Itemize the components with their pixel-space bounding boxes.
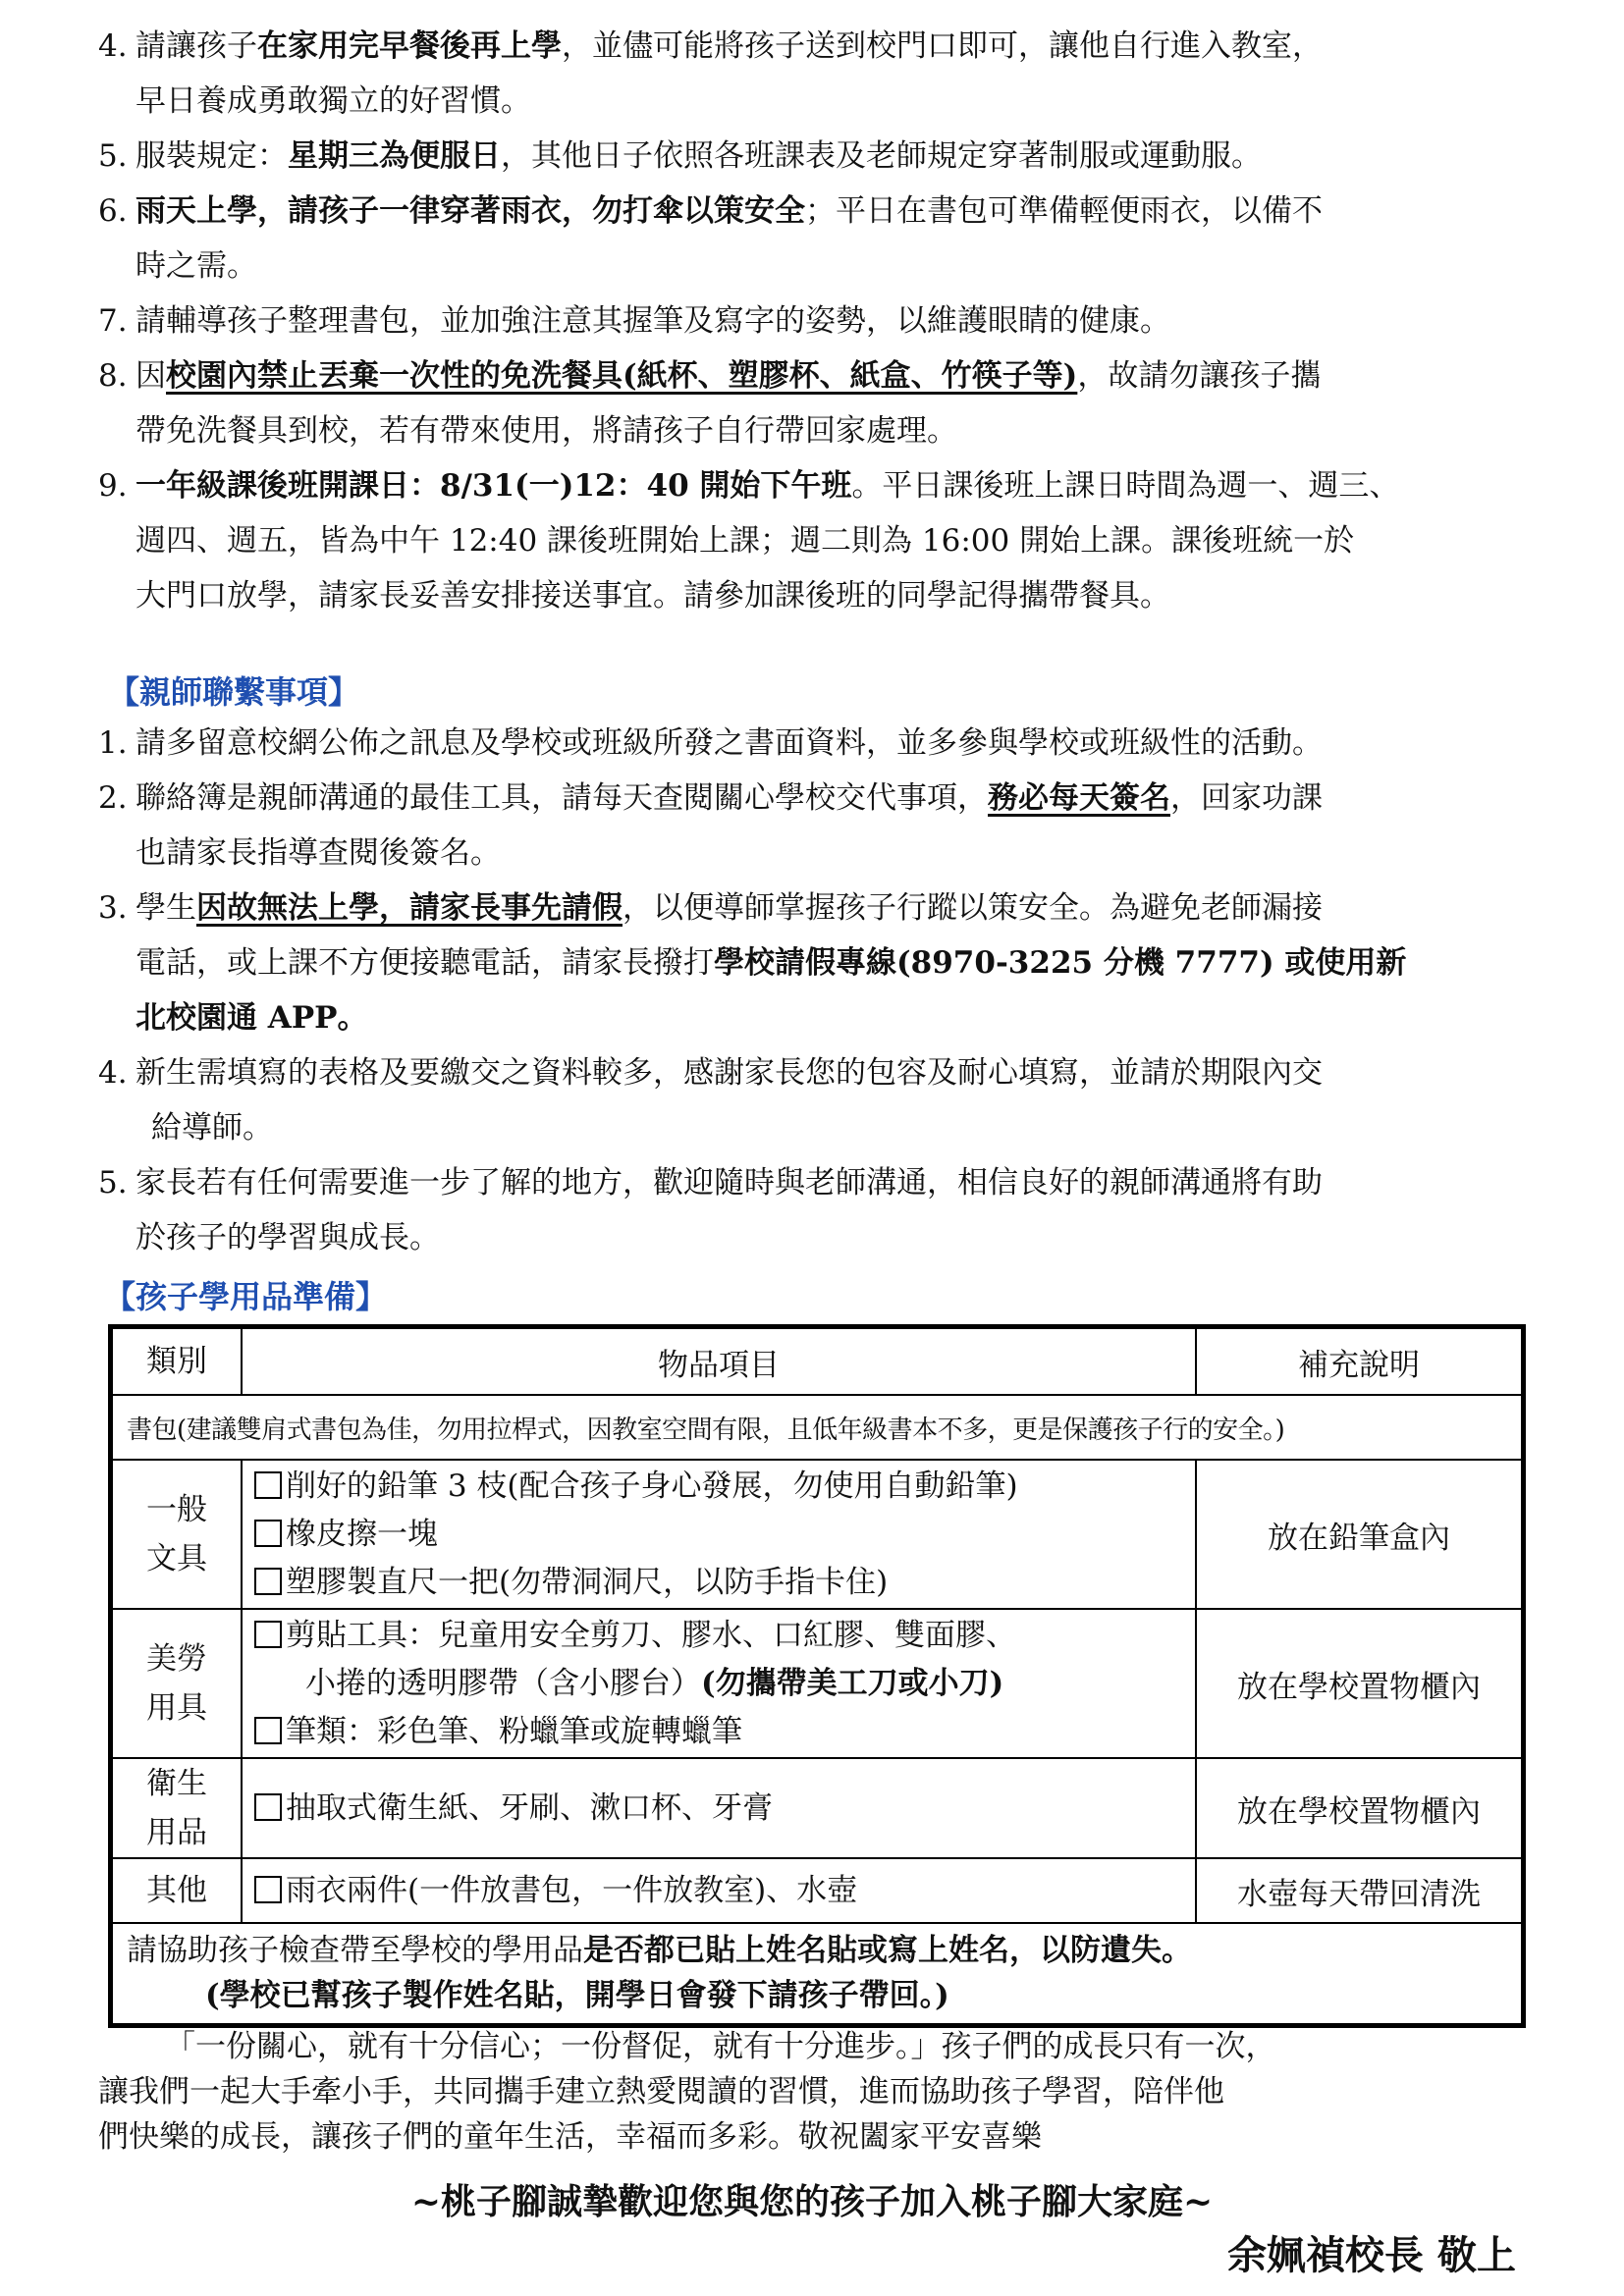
note-cell: 水壺每天帶回清洗: [1196, 1858, 1524, 1923]
contact-number: 1.: [98, 725, 128, 761]
checkbox-icon[interactable]: [254, 1876, 282, 1903]
closing-line-2: 讓我們一起大手牽小手，共同攜手建立熱愛閱讀的習慣，進而協助孩子學習，陪伴他: [98, 2074, 1224, 2109]
contact-line: [98, 997, 1542, 1039]
contact-number: 4.: [98, 1055, 128, 1091]
contact-heading: 【親師聯繫事項】: [108, 673, 360, 711]
rule-number: 4.: [98, 28, 128, 64]
contact-line: [98, 887, 1542, 929]
rule-text: 。平日課後班上課日時間為週一、週三、: [851, 468, 1400, 504]
supply-item: [254, 1612, 1195, 1660]
contact-text: 務必每天簽名: [988, 780, 1170, 816]
category-label: 文具: [146, 1541, 207, 1576]
contact-text: ，以便導師掌握孩子行蹤以策安全。為避免老師漏接: [623, 890, 1323, 926]
table-row: [111, 1758, 1524, 1858]
items-cell: [242, 1609, 1196, 1758]
contact-number: 3.: [98, 890, 128, 926]
footer-plain: 請協助孩子檢查帶至學校的學用品: [127, 1933, 583, 1969]
supply-item: [254, 1660, 1195, 1708]
items-cell: [242, 1758, 1196, 1858]
note-cell: 放在學校置物櫃內: [1196, 1609, 1524, 1758]
contact-number: 5.: [98, 1165, 128, 1201]
rule-line: [98, 26, 1542, 67]
supply-item: [254, 1708, 1195, 1756]
bag-row: [111, 1395, 1524, 1460]
contact-text: 因故無法上學，請家長事先請假: [196, 890, 623, 926]
rule-text: 星期三為便服日: [288, 138, 501, 174]
rule-text: ，並儘可能將孩子送到校門口即可，讓他自行進入教室，: [562, 28, 1323, 64]
supply-item: [254, 1867, 1195, 1915]
contact-text: 電話，或上課不方便接聽電話，請家長撥打: [135, 945, 714, 981]
header-category: 類別: [111, 1327, 243, 1396]
category-cell: [111, 1460, 243, 1609]
contact-line: [98, 722, 1542, 764]
contact-text: 新生需填寫的表格及要繳交之資料較多，感謝家長您的包容及耐心填寫，並請於期限內交: [135, 1055, 1323, 1091]
rule-line: [98, 355, 1542, 397]
table-header-row: [111, 1327, 1524, 1396]
contact-text: 學校請假專線(8970-3225 分機 7777) 或使用新: [714, 945, 1407, 981]
contact-line: [98, 1052, 1542, 1094]
category-label: 一般: [146, 1492, 207, 1527]
rule-line: [98, 245, 1542, 287]
table-row: [111, 1460, 1524, 1609]
supply-item-text: 抽取式衛生紙、牙刷、漱口杯、牙膏: [286, 1789, 773, 1826]
category-label: 衛生: [146, 1766, 207, 1801]
signature: 余姵禎校長 敬上: [1227, 2232, 1516, 2278]
items-cell: [242, 1460, 1196, 1609]
category-label: 用品: [146, 1815, 207, 1850]
rule-text: 校園內禁止丟棄一次性的免洗餐具(紙杯、塑膠杯、紙盒、竹筷子等): [166, 358, 1078, 394]
supply-item-text: 橡皮擦一塊: [286, 1516, 438, 1552]
category-label: 其他: [146, 1873, 207, 1908]
checkbox-icon[interactable]: [254, 1568, 282, 1595]
supply-item: [254, 1559, 1195, 1607]
rule-line: [98, 300, 1542, 342]
supply-item-text: 塑膠製直尺一把(勿帶洞洞尺，以防手指卡住): [286, 1564, 889, 1600]
contact-line: [98, 1107, 1542, 1148]
table-footer-row: [111, 1923, 1524, 2025]
rule-text: 請輔導孩子整理書包，並加強注意其握筆及寫字的姿勢，以維護眼睛的健康。: [135, 303, 1170, 339]
rule-text: 因: [135, 358, 166, 394]
category-cell: [111, 1858, 243, 1923]
rule-text: ，其他日子依照各班課表及老師規定穿著制服或運動服。: [501, 138, 1262, 174]
rule-line: [98, 190, 1542, 232]
checkbox-icon[interactable]: [254, 1717, 282, 1744]
contact-text: 家長若有任何需要進一步了解的地方，歡迎隨時與老師溝通，相信良好的親師溝通將有助: [135, 1165, 1323, 1201]
checkbox-icon[interactable]: [254, 1793, 282, 1821]
rule-text: 週四、週五，皆為中午 12:40 課後班開始上課；週二則為 16:00 開始上課。課後班統一於: [135, 523, 1355, 559]
rule-line: [98, 465, 1542, 507]
contact-line: [98, 942, 1542, 984]
supply-item: [254, 1785, 1195, 1833]
category-label: 用具: [146, 1690, 207, 1726]
contact-text: 學生: [135, 890, 196, 926]
contact-number: 2.: [98, 780, 128, 816]
contact-text: 給導師。: [151, 1110, 273, 1146]
contact-text: ，回家功課: [1170, 780, 1323, 816]
contact-line: [98, 1162, 1542, 1203]
contact-line: [98, 777, 1542, 819]
rule-text: 一年級課後班開課日：8/31(一)12：40 開始下午班: [135, 468, 852, 504]
rule-number: 7.: [98, 303, 128, 339]
supply-item: [254, 1463, 1195, 1511]
items-cell: [242, 1858, 1196, 1923]
supply-item-text: 筆類：彩色筆、粉蠟筆或旋轉蠟筆: [286, 1713, 742, 1749]
welcome-message: ~桃子腳誠摯歡迎您與您的孩子加入桃子腳大家庭~: [410, 2181, 1214, 2222]
table-row: [111, 1858, 1524, 1923]
closing-line-1: 「一份關心，就有十分信心；一份督促，就有十分進步。」孩子們的成長只有一次，: [165, 2029, 1276, 2064]
rule-line: [98, 80, 1542, 122]
bag-note: 書包(建議雙肩式書包為佳，勿用拉桿式，因教室空間有限，且低年級書本不多，更是保護孩子行的安全。): [111, 1395, 1524, 1460]
rule-line: [98, 575, 1542, 616]
contact-text: 於孩子的學習與成長。: [135, 1220, 440, 1255]
contact-text: 北校園通 APP。: [135, 1000, 368, 1036]
contact-line: [98, 1217, 1542, 1258]
note-cell: 放在鉛筆盒內: [1196, 1460, 1524, 1609]
supplies-table: [108, 1324, 1526, 2028]
category-cell: [111, 1609, 243, 1758]
checkbox-icon[interactable]: [254, 1621, 282, 1648]
category-label: 美勞: [146, 1641, 207, 1677]
rule-text: ，故請勿讓孩子攜: [1077, 358, 1322, 394]
header-items: 物品項目: [242, 1327, 1196, 1396]
rule-number: 8.: [98, 358, 128, 394]
supply-item-text: 小捲的透明膠帶（含小膠台）: [305, 1665, 701, 1701]
footer-bold: 是否都已貼上姓名貼或寫上姓名，以防遺失。: [583, 1933, 1192, 1969]
rule-text: 早日養成勇敢獨立的好習慣。: [135, 83, 531, 119]
checkbox-icon[interactable]: [254, 1520, 282, 1547]
rule-text: 請讓孩子: [135, 28, 257, 64]
note-cell: 放在學校置物櫃內: [1196, 1758, 1524, 1858]
rule-line: [98, 520, 1542, 561]
checkbox-icon[interactable]: [254, 1471, 282, 1499]
supply-item-text: 削好的鉛筆 3 枝(配合孩子身心發展，勿使用自動鉛筆): [286, 1468, 1018, 1504]
header-notes: 補充說明: [1196, 1327, 1524, 1396]
rule-text: 時之需。: [135, 248, 257, 284]
supply-item-text: 雨衣兩件(一件放書包，一件放教室)、水壺: [286, 1872, 858, 1908]
rule-text: 服裝規定：: [135, 138, 288, 174]
table-row: [111, 1609, 1524, 1758]
contact-text: 請多留意校網公佈之訊息及學校或班級所發之書面資料，並多參與學校或班級性的活動。: [135, 725, 1323, 761]
closing-line-3: 們快樂的成長，讓孩子們的童年生活，幸福而多彩。敬祝闔家平安喜樂: [98, 2119, 1042, 2155]
contact-line: [98, 832, 1542, 874]
table-footer: [111, 1923, 1524, 2025]
rule-text: 雨天上學，請孩子一律穿著雨衣，勿打傘以策安全: [135, 193, 805, 229]
rule-text: ；平日在書包可準備輕便雨衣，以備不: [805, 193, 1323, 229]
contact-text: 聯絡簿是親師溝通的最佳工具，請每天查閱關心學校交代事項，: [135, 780, 988, 816]
rule-line: [98, 135, 1542, 177]
supply-item-text: (勿攜帶美工刀或小刀): [701, 1665, 1004, 1701]
rule-text: 大門口放學，請家長妥善安排接送事宜。請參加課後班的同學記得攜帶餐具。: [135, 578, 1170, 614]
supply-item: [254, 1511, 1195, 1559]
category-cell: [111, 1758, 243, 1858]
rule-line: [98, 410, 1542, 452]
footer-line2: (學校已幫孩子製作姓名貼，開學日會發下請孩子帶回。): [205, 1978, 949, 2014]
rule-text: 帶免洗餐具到校，若有帶來使用，將請孩子自行帶回家處理。: [135, 413, 957, 449]
supply-item-text: 剪貼工具：兒童用安全剪刀、膠水、口紅膠、雙面膠、: [286, 1617, 1016, 1653]
supplies-heading: 【孩子學用品準備】: [104, 1278, 388, 1315]
rule-number: 9.: [98, 468, 128, 504]
rule-text: 在家用完早餐後再上學: [257, 28, 562, 64]
rule-number: 6.: [98, 193, 128, 229]
contact-text: 也請家長指導查閱後簽名。: [135, 835, 501, 871]
rule-number: 5.: [98, 138, 128, 174]
